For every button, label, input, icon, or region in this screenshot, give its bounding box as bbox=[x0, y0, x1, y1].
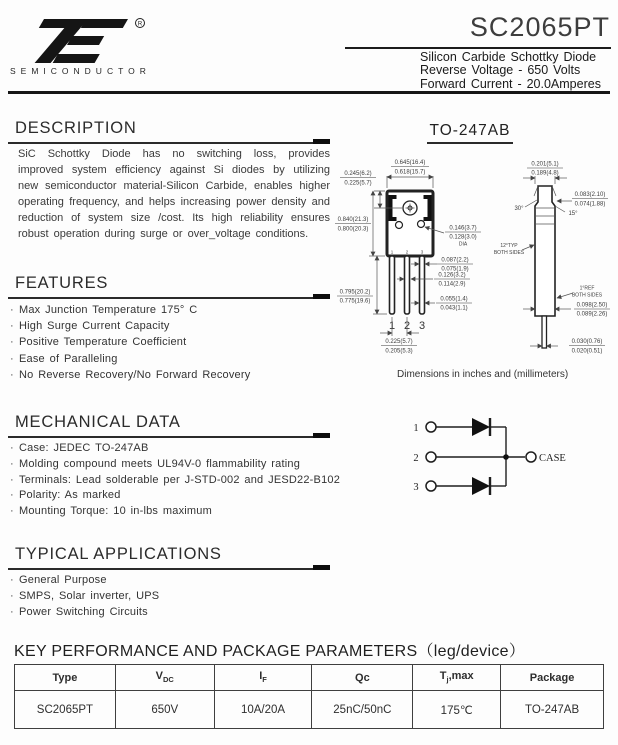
dim-body-thick-min: 0.189(4.8) bbox=[531, 170, 559, 177]
applications-list bbox=[10, 572, 332, 621]
heading-end-cap bbox=[313, 433, 330, 438]
svg-text:2: 2 bbox=[405, 249, 409, 255]
dim-tab-step-min: 0.074(1.88) bbox=[574, 201, 606, 208]
dim-height-max: 0.840(21.3) bbox=[337, 217, 369, 223]
cell-if: 10A/20A bbox=[214, 691, 312, 729]
dim-angle-sides-value: 12°TYP bbox=[500, 243, 518, 249]
cell-qc: 25nC/50nC bbox=[312, 691, 413, 729]
cell-package: TO-247AB bbox=[501, 691, 604, 729]
features-heading bbox=[8, 274, 330, 299]
bullet-icon: · bbox=[10, 606, 14, 619]
list-item: · Terminals: Lead solderable per J-STD-002 and JESD22-B102 bbox=[10, 473, 370, 489]
list-item: · High Surge Current Capacity bbox=[10, 318, 332, 334]
dim-hole-offset-max: 0.245(6.2) bbox=[344, 171, 372, 177]
side-lead bbox=[542, 316, 547, 348]
case-label: CASE bbox=[539, 453, 566, 464]
bullet-icon: · bbox=[10, 442, 14, 454]
lead-1 bbox=[390, 256, 395, 314]
dim-lead-thick-min: 0.114(2.9) bbox=[438, 281, 466, 288]
dim-width-max: 0.645(16.4) bbox=[394, 160, 426, 166]
bullet-icon: · bbox=[10, 473, 14, 486]
dim-lead-width-max: 0.087(2.2) bbox=[441, 257, 469, 264]
bullet-icon: · bbox=[10, 457, 14, 470]
case-terminal bbox=[526, 452, 536, 462]
mechanical-heading bbox=[8, 413, 330, 438]
cell-vdc: 650V bbox=[115, 691, 214, 729]
dim-lead-thick-max: 0.126(3.2) bbox=[438, 272, 466, 279]
list-item: · No Reverse Recovery/No Forward Recovery bbox=[10, 367, 332, 383]
dim-angle-sides-note: BOTH SIDES bbox=[493, 250, 525, 256]
terminal-1 bbox=[426, 422, 436, 432]
dim-hole-offset-min: 0.225(5.7) bbox=[344, 180, 372, 187]
svg-text:1: 1 bbox=[390, 249, 394, 255]
bullet-icon: · bbox=[10, 320, 14, 333]
diode-2-icon bbox=[472, 477, 490, 495]
package-caption: Dimensions in inches and (millimeters) bbox=[397, 369, 569, 380]
list-item: · Molding compound meets UL94V-0 flammability rating bbox=[10, 457, 370, 473]
table-data-row bbox=[15, 691, 604, 729]
lead-3 bbox=[420, 256, 425, 314]
applications-heading bbox=[8, 545, 330, 570]
list-item: · Polarity: As marked bbox=[10, 488, 370, 504]
diode-1-icon bbox=[472, 418, 490, 436]
brand-word: SEMICONDUCTOR bbox=[10, 66, 151, 76]
heading-end-cap bbox=[313, 294, 330, 299]
list-item: · Max Junction Temperature 175° C bbox=[10, 302, 332, 318]
bullet-icon: · bbox=[10, 368, 14, 381]
terminal-3 bbox=[426, 481, 436, 491]
dim-height-min: 0.800(20.3) bbox=[337, 226, 369, 233]
dim-angle-ref-note: BOTH SIDES bbox=[571, 292, 603, 299]
col-vdc: $V_{DC}$ bbox=[115, 665, 214, 691]
dim-tab-step-max: 0.083(2.10) bbox=[574, 192, 606, 198]
bullet-icon: · bbox=[10, 304, 14, 316]
col-tjmax: $T_j,\max$ bbox=[413, 665, 501, 691]
pin-label-1: 1 bbox=[388, 320, 396, 332]
parameters-table bbox=[14, 664, 604, 729]
list-item: · Ease of Paralleling bbox=[10, 351, 332, 367]
svg-text:3: 3 bbox=[420, 249, 424, 255]
dim-width-min: 0.618(15.7) bbox=[394, 169, 426, 176]
je-logo-mark bbox=[24, 19, 128, 63]
description-body: SiC Schottky Diode has no switching loss, provides improved system efficiency against Si diodes by utilizing new semiconductor material-Silicon Carbide, enables higher operating frequency, and helps increasing power density and reduction of system size /cost. Its high reliability ensures robust operation during surge or over_voltage conditions. bbox=[18, 148, 330, 240]
mechanical-title: MECHANICAL DATA bbox=[15, 413, 181, 431]
dim-angle-right: 15° bbox=[568, 211, 578, 217]
applications-title: TYPICAL APPLICATIONS bbox=[15, 545, 222, 563]
mechanical-list bbox=[10, 441, 370, 520]
features-title: FEATURES bbox=[15, 274, 109, 292]
dim-lead-width-min: 0.075(1.9) bbox=[441, 266, 469, 273]
junction-dot bbox=[503, 454, 509, 460]
heading-end-cap bbox=[313, 139, 330, 144]
dim-hole-dia-max: 0.146(3.7) bbox=[449, 225, 477, 232]
col-package: Package bbox=[501, 665, 604, 691]
circuit-pin-1: 1 bbox=[413, 423, 419, 434]
bullet-icon: · bbox=[10, 574, 14, 586]
list-item: · Power Switching Circuits bbox=[10, 604, 332, 620]
description-title: DESCRIPTION bbox=[15, 119, 137, 137]
col-if: $I_F$ bbox=[214, 665, 312, 691]
list-item: · General Purpose bbox=[10, 572, 332, 588]
dim-base-width-min: 0.089(2.26) bbox=[576, 311, 608, 318]
list-item: · Positive Temperature Coefficient bbox=[10, 334, 332, 350]
dim-lead-thk-max: 0.030(0.76) bbox=[571, 339, 603, 345]
table-header-row bbox=[15, 665, 604, 691]
pin-label-2: 2 bbox=[403, 320, 411, 332]
bullet-icon: · bbox=[10, 352, 14, 365]
table-title: KEY PERFORMANCE AND PACKAGE PARAMETERS（leg/device） bbox=[14, 643, 526, 660]
pin-label-3: 3 bbox=[418, 320, 426, 332]
package-title-wrap bbox=[395, 122, 545, 144]
col-qc: Qc bbox=[312, 665, 413, 691]
dim-lead-tip-min: 0.043(1.1) bbox=[440, 305, 468, 312]
list-item: · SMPS, Solar inverter, UPS bbox=[10, 588, 332, 604]
lead-2 bbox=[405, 256, 410, 314]
subtitle-line: Reverse Voltage - 650 Volts bbox=[420, 63, 581, 78]
description-heading bbox=[8, 119, 330, 144]
dim-hole-dia-min: 0.128(3.0) bbox=[449, 234, 477, 241]
list-item: · Mounting Torque: 10 in-lbs maximum bbox=[10, 504, 370, 520]
dim-body-thick-max: 0.201(5.1) bbox=[531, 161, 559, 168]
part-number-title: SC2065PT bbox=[469, 12, 610, 42]
subtitle-block bbox=[420, 51, 615, 91]
bullet-icon: · bbox=[10, 505, 14, 518]
brand-logo bbox=[24, 16, 164, 68]
registered-trademark-letter: R bbox=[137, 21, 143, 28]
dim-lead-pitch-min: 0.205(5.3) bbox=[385, 348, 413, 355]
package-side-view bbox=[494, 162, 610, 355]
cell-type: SC2065PT bbox=[15, 691, 116, 729]
package-title: TO-247AB bbox=[427, 122, 514, 144]
bullet-icon: · bbox=[10, 590, 14, 603]
package-front-view bbox=[335, 160, 481, 355]
heading-end-cap bbox=[313, 565, 330, 570]
dim-lead-length-max: 0.795(20.2) bbox=[339, 289, 371, 296]
subtitle-line: Silicon Carbide Schottky Diode bbox=[420, 50, 597, 64]
circuit-diagram bbox=[398, 406, 608, 508]
bullet-icon: · bbox=[10, 489, 14, 502]
dim-lead-pitch-max: 0.225(5.7) bbox=[385, 339, 413, 345]
cell-tjmax: 175℃ bbox=[413, 691, 501, 729]
dim-lead-length-min: 0.775(19.6) bbox=[339, 298, 371, 305]
dim-lead-tip-max: 0.055(1.4) bbox=[440, 296, 468, 303]
dim-base-width-max: 0.098(2.50) bbox=[576, 302, 608, 309]
circuit-pin-3: 3 bbox=[413, 482, 419, 493]
col-type: Type bbox=[15, 665, 116, 691]
circuit-pin-2: 2 bbox=[413, 453, 419, 464]
dim-angle-left: 30° bbox=[514, 206, 524, 212]
package-outline-drawing bbox=[333, 146, 618, 368]
subtitle-line: Forward Current - 20.0Amperes bbox=[420, 76, 601, 91]
list-item: · Case: JEDEC TO-247AB bbox=[10, 441, 370, 457]
dim-hole-dia-note: DIA bbox=[458, 241, 468, 248]
bullet-icon: · bbox=[10, 336, 14, 349]
part-number-rule bbox=[345, 47, 611, 49]
header-divider bbox=[8, 91, 610, 94]
features-list bbox=[10, 302, 332, 383]
terminal-2 bbox=[426, 452, 436, 462]
dim-angle-ref-value: 1°REF bbox=[579, 285, 595, 292]
dim-lead-thk-min: 0.020(0.51) bbox=[571, 348, 603, 355]
